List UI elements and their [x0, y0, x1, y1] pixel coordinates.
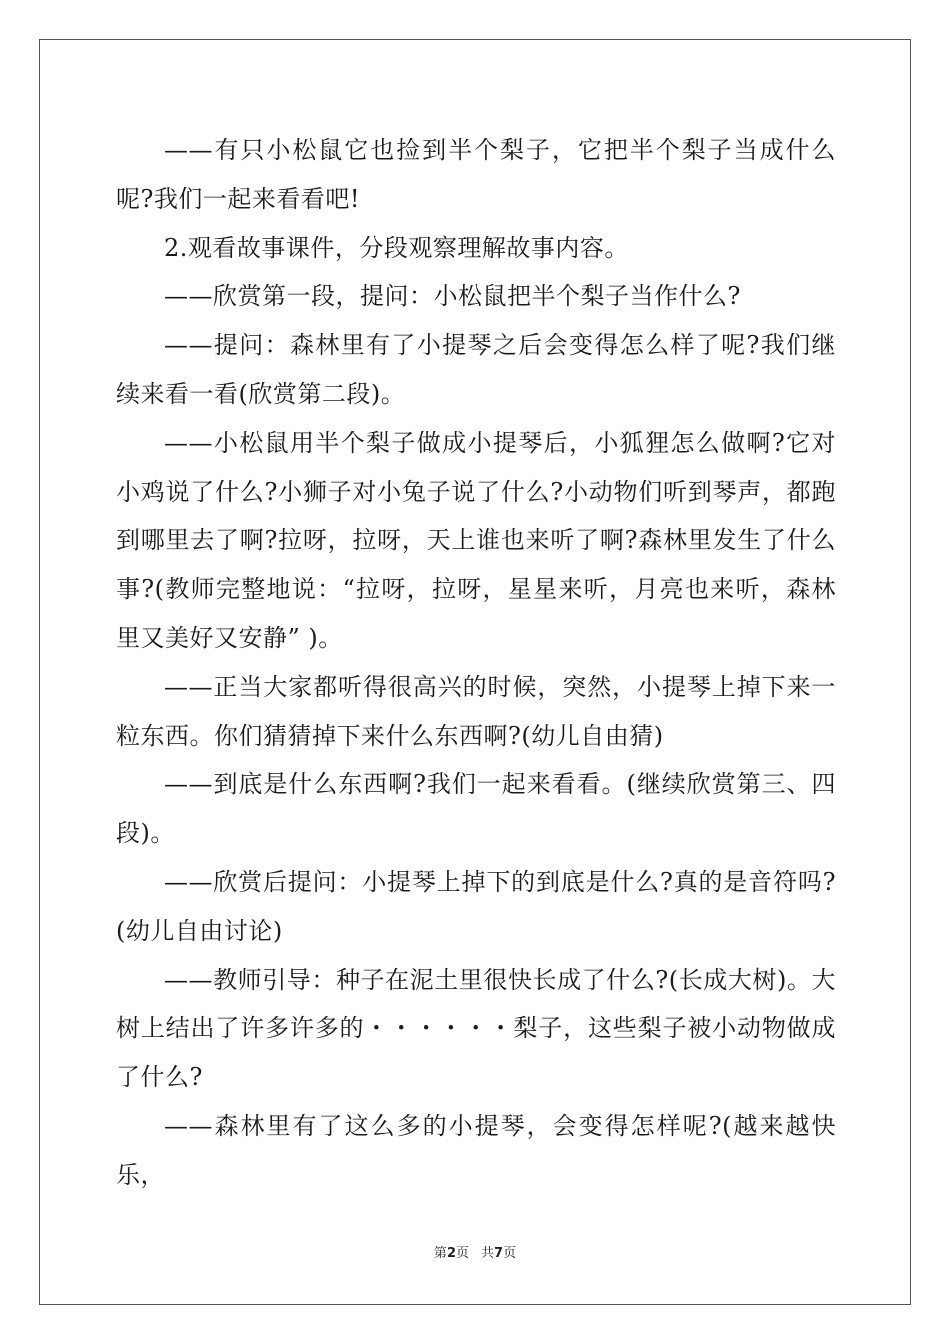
total-suffix: 页 [503, 1246, 517, 1261]
page-prefix: 第 [433, 1246, 447, 1261]
paragraph-2: 2.观看故事课件，分段观察理解故事内容。 [164, 233, 629, 262]
paragraph-4: ——提问：森林里有了小提琴之后会变得怎么样了呢?我们继续来看一看(欣赏第二段)。 [116, 331, 836, 408]
page-suffix: 页 [455, 1246, 469, 1261]
paragraph-8: ——欣赏后提问：小提琴上掉下的到底是什么?真的是音符吗?(幼儿自由讨论) [116, 867, 836, 945]
paragraph-9: ——教师引导：种子在泥土里很快长成了什么?(长成大树)。大树上结出了许多许多的・・・・・・梨子，这些梨子被小动物做成了什么? [116, 965, 836, 1092]
page-footer [0, 1245, 950, 1263]
document-body [116, 126, 836, 1200]
page-number: 2 [446, 1246, 456, 1261]
paragraph-1: ——有只小松鼠它也捡到半个梨子，它把半个梨子当成什么呢?我们一起来看看吧! [116, 136, 836, 213]
paragraph-5: ——小松鼠用半个梨子做成小提琴后，小狐狸怎么做啊?它对小鸡说了什么?小狮子对小兔子说了什么?小动物们听到琴声，都跑到哪里去了啊?拉呀，拉呀，天上谁也来听了啊?森林里发生了什么事?(教师完整地说：“拉呀，拉呀，星星来听，月亮也来听，森林里又美好又安静” )。 [116, 428, 836, 652]
paragraph-3: ——欣赏第一段，提问：小松鼠把半个梨子当作什么? [164, 282, 741, 311]
total-pages: 7 [494, 1246, 504, 1261]
paragraph-10: ——森林里有了这么多的小提琴，会变得怎样呢?(越来越快乐， [116, 1111, 836, 1189]
paragraph-6: ——正当大家都听得很高兴的时候，突然，小提琴上掉下来一粒东西。你们猜猜掉下来什么东西啊?(幼儿自由猜) [116, 672, 836, 750]
total-prefix: 共 [481, 1246, 495, 1261]
paragraph-7: ——到底是什么东西啊?我们一起来看看。(继续欣赏第三、四段)。 [116, 770, 836, 848]
